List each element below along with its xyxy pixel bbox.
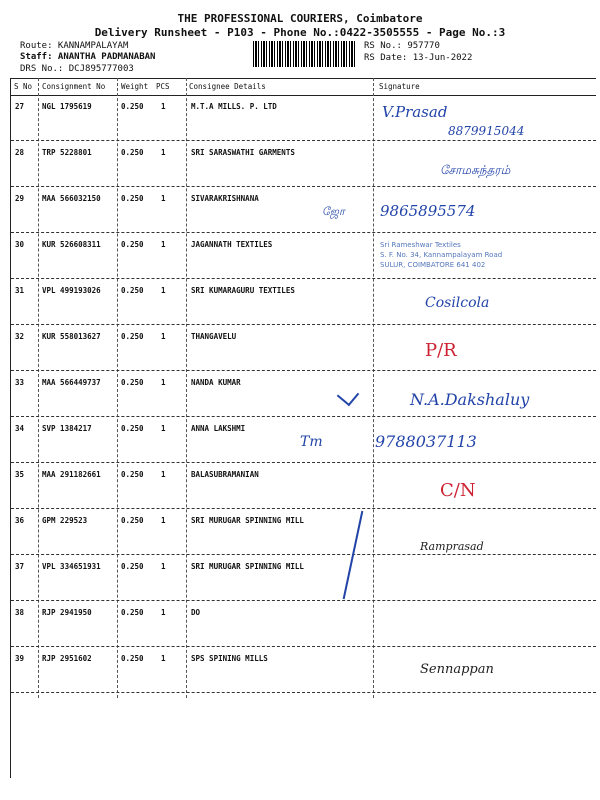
signature-28: சோமசுந்தரம் (440, 163, 511, 177)
barcode (253, 41, 355, 67)
signature-32: P/R (425, 340, 457, 361)
row-weight: 0.250 (121, 378, 144, 387)
row-sno: 35 (15, 470, 25, 479)
row-consignment-no: NGL 1795619 (42, 102, 92, 111)
row-consignment-no: VPL 499193026 (42, 286, 101, 295)
row-sno: 30 (15, 240, 25, 249)
col-divider (186, 78, 187, 698)
col-pcs: PCS (156, 82, 170, 91)
col-signature: Signature (379, 82, 420, 91)
row-pcs: 1 (161, 470, 166, 479)
col-sno: S No (14, 82, 33, 91)
row-separator (11, 232, 596, 233)
row-separator (11, 324, 596, 325)
row-separator (11, 186, 596, 187)
row-separator (11, 370, 596, 371)
runsheet-title: THE PROFESSIONAL COURIERS, Coimbatore (177, 12, 423, 25)
row-pcs: 1 (161, 148, 166, 157)
col-divider (373, 78, 374, 698)
row-pcs: 1 (161, 424, 166, 433)
signature-31: Cosilcola (425, 295, 490, 311)
row-weight: 0.250 (121, 424, 144, 433)
row-consignee: NANDA KUMAR (191, 378, 241, 387)
row-sno: 38 (15, 608, 25, 617)
signature-33: N.A.Dakshaluy (410, 390, 530, 409)
row-consignee: JAGANNATH TEXTILES (191, 240, 273, 249)
row-separator (11, 554, 596, 555)
row-consignment-no: TRP 5228801 (42, 148, 92, 157)
row-consignment-no: KUR 558013627 (42, 332, 101, 341)
row-pcs: 1 (161, 194, 166, 203)
signature-39: Sennappan (420, 662, 494, 677)
row-consignee: SPS SPINING MILLS (191, 654, 268, 663)
row-consignee: ANNA LAKSHMI (191, 424, 246, 433)
row-consignment-no: MAA 291182661 (42, 470, 101, 479)
row-weight: 0.250 (121, 608, 144, 617)
row-separator (11, 416, 596, 417)
row-separator (11, 646, 596, 647)
row-pcs: 1 (161, 562, 166, 571)
row-consignment-no: GPM 229523 (42, 516, 88, 525)
row-sno: 32 (15, 332, 25, 341)
row-consignment-no: VPL 334651931 (42, 562, 101, 571)
row-pcs: 1 (161, 654, 166, 663)
row-consignment-no: KUR 526608311 (42, 240, 101, 249)
row-separator (11, 508, 596, 509)
stamp-line: S. F. No. 34, Kannampalayam Road (380, 251, 503, 259)
row-weight: 0.250 (121, 286, 144, 295)
col-divider (117, 78, 118, 698)
row-separator (11, 140, 596, 141)
company-stamp (380, 240, 550, 270)
signature-27: V.Prasad (382, 103, 448, 121)
row-separator (11, 278, 596, 279)
row-sno: 33 (15, 378, 25, 387)
runsheet-table (10, 78, 596, 778)
col-consignee: Consignee Details (189, 82, 266, 91)
row-consignment-no: MAA 566449737 (42, 378, 101, 387)
route-label: Route: KANNAMPALAYAM (20, 41, 129, 51)
row-pcs: 1 (161, 102, 166, 111)
row-consignment-no: RJP 2951602 (42, 654, 92, 663)
row-weight: 0.250 (121, 148, 144, 157)
row-consignee: M.T.A MILLS. P. LTD (191, 102, 277, 111)
signature-36: Ramprasad (420, 540, 484, 553)
row-sno: 28 (15, 148, 25, 157)
row-sno: 34 (15, 424, 25, 433)
row-pcs: 1 (161, 608, 166, 617)
row-separator (11, 692, 596, 693)
row-consignee: SRI MURUGAR SPINNING MILL (191, 516, 304, 525)
row-weight: 0.250 (121, 332, 144, 341)
row-weight: 0.250 (121, 654, 144, 663)
row-sno: 31 (15, 286, 25, 295)
row-consignment-no: SVP 1384217 (42, 424, 92, 433)
row-separator (11, 600, 596, 601)
row-weight: 0.250 (121, 102, 144, 111)
row-sno: 36 (15, 516, 25, 525)
header-bottom-rule (11, 95, 596, 96)
row-sno: 29 (15, 194, 25, 203)
row-consignee: SRI MURUGAR SPINNING MILL (191, 562, 304, 571)
row-weight: 0.250 (121, 470, 144, 479)
col-divider (38, 78, 39, 698)
rs-number: RS No.: 957770 (364, 41, 440, 51)
row-pcs: 1 (161, 286, 166, 295)
signature-35: C/N (440, 480, 476, 501)
stamp-line: SULUR, COIMBATORE 641 402 (380, 261, 486, 269)
row-sno: 27 (15, 102, 25, 111)
drs-label: DRS No.: DCJ895777003 (20, 64, 134, 74)
row-consignee: SRI KUMARAGURU TEXTILES (191, 286, 295, 295)
signature-27-phone: 8879915044 (448, 124, 525, 138)
staff-label: Staff: ANANTHA PADMANABAN (20, 52, 156, 62)
runsheet-subtitle: Delivery Runsheet - P103 - Phone No.:0422-3505555 - Page No.:3 (94, 26, 506, 39)
row-pcs: 1 (161, 378, 166, 387)
row-pcs: 1 (161, 240, 166, 249)
row-weight: 0.250 (121, 194, 144, 203)
row-consignee: SIVARAKRISHNANA (191, 194, 259, 203)
row-weight: 0.250 (121, 240, 144, 249)
row-consignee: THANGAVELU (191, 332, 237, 341)
signature-29-phone: 9865895574 (380, 202, 476, 220)
row-pcs: 1 (161, 332, 166, 341)
col-weight: Weight (121, 82, 149, 91)
row-weight: 0.250 (121, 516, 144, 525)
row-consignee: BALASUBRAMANIAN (191, 470, 259, 479)
row-sno: 37 (15, 562, 25, 571)
signature-29-initial: ஜோ (322, 205, 345, 218)
row-sno: 39 (15, 654, 25, 663)
signature-34-initial: Tm (300, 434, 323, 450)
row-weight: 0.250 (121, 562, 144, 571)
row-consignment-no: RJP 2941950 (42, 608, 92, 617)
rs-date: RS Date: 13-Jun-2022 (364, 53, 473, 63)
row-pcs: 1 (161, 516, 166, 525)
row-consignee: SRI SARASWATHI GARMENTS (191, 148, 295, 157)
row-separator (11, 462, 596, 463)
row-consignee: DO (191, 608, 201, 617)
signature-34-phone: 9788037113 (375, 432, 477, 451)
col-consignment: Consignment No (42, 82, 106, 91)
row-consignment-no: MAA 566032150 (42, 194, 101, 203)
stamp-line: Sri Rameshwar Textiles (380, 241, 461, 249)
